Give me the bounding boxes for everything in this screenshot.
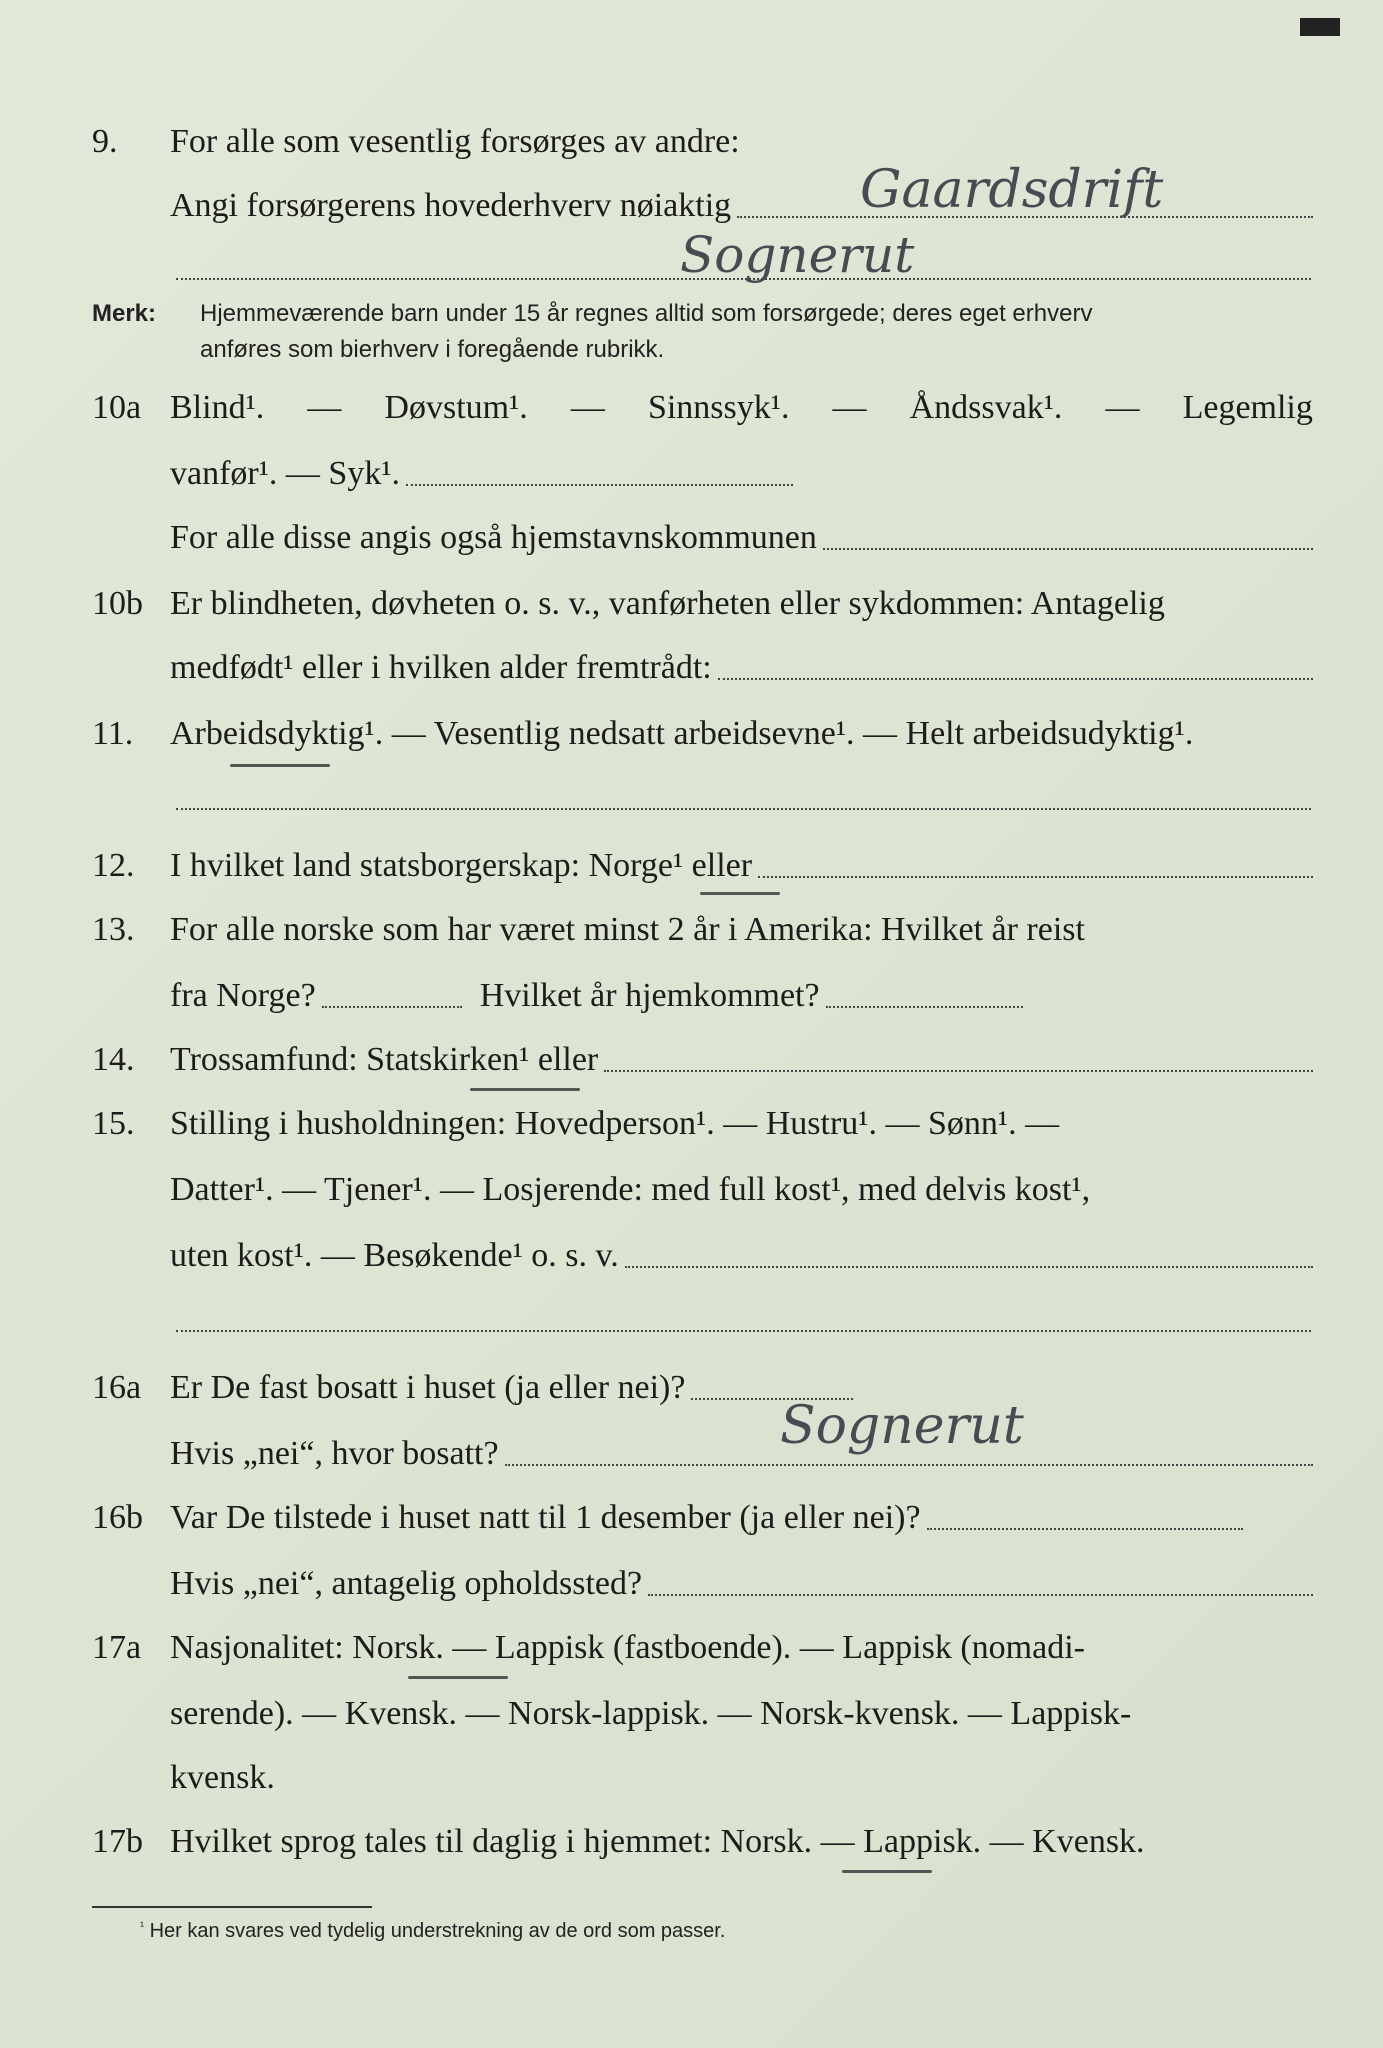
question-text: Nasjonalitet: Norsk. — Lappisk (fastboende). — Lappisk (nomadi- [170,1629,1085,1666]
question-text: For alle som vesentlig forsørges av andre: [170,123,740,160]
question-text: For alle disse angis også hjemstavnskommunen [170,519,817,556]
handwritten-underline [470,1088,580,1091]
question-text: Datter¹. — Tjener¹. — Losjerende: med full kost¹, med delvis kost¹, [170,1171,1091,1208]
footnote [140,1920,725,1943]
option-blind[interactable]: Blind¹. [170,389,265,426]
question-text: Hvilket sprog tales til daglig i hjemmet: Norsk. — Lappisk. — Kvensk. [170,1823,1145,1860]
question-number: 11. [92,715,134,752]
question-text: Stilling i husholdningen: Hovedperson¹. — Hustru¹. — Sønn¹. — [170,1105,1060,1142]
option-legemlig[interactable]: Legemlig [1182,389,1313,426]
answer-field[interactable] [758,876,1313,878]
handwritten-answer: Gaardsdrift [860,160,1164,220]
option-sinnssyk[interactable]: Sinnssyk¹. [647,389,790,426]
answer-rule [176,278,1311,280]
question-16a-line1 [0,1358,1383,1420]
question-number: 10b [92,585,143,622]
question-15-line1 [0,1094,1383,1156]
handwritten-underline [842,1870,932,1873]
handwritten-underline [408,1676,508,1679]
answer-field[interactable] [505,1464,1313,1466]
handwritten-underline [230,764,330,767]
question-10a-line2 [0,444,1383,506]
answer-field[interactable] [625,1266,1313,1268]
question-number: 17a [92,1629,142,1666]
question-text: vanfør¹. — Syk¹. [170,455,401,492]
answer-field[interactable] [718,678,1313,680]
question-16b-line2 [0,1554,1383,1616]
answer-field[interactable] [826,1006,1023,1008]
answer-field[interactable] [927,1528,1243,1530]
question-text: medfødt¹ eller i hvilken alder fremtrådt: [170,649,712,686]
question-17b-line1 [0,1812,1383,1874]
handwritten-answer: Sognerut [680,226,915,284]
option-dovstum[interactable]: Døvstum¹. [384,389,528,426]
note-line: anføres som bierhverv i foregående rubrikk. [200,336,665,363]
question-number: 14. [92,1041,135,1078]
question-number: 16b [92,1499,143,1536]
question-10a-line3 [0,508,1383,570]
question-17a-line2 [0,1684,1383,1746]
question-text: Var De tilstede i huset natt til 1 desember (ja eller nei)? [170,1499,921,1536]
question-number: 9. [92,123,118,160]
question-10b-line1 [0,574,1383,636]
footnote-mark: ¹ [140,1919,144,1933]
footnote-rule [92,1906,372,1908]
corner-mark [1300,18,1340,36]
question-12-line1 [0,836,1383,898]
question-15-line3 [0,1226,1383,1288]
question-9-line1 [0,112,1383,174]
question-text: fra Norge? [170,977,316,1014]
question-10a-line1: 10a Blind¹. — Døvstum¹. — Sinnssyk¹. — Åndssvak¹. — Legemlig [92,389,1313,426]
handwritten-underline [700,892,780,895]
question-text: Trossamfund: Statskirken¹ eller [170,1041,599,1078]
footnote-text: Her kan svares ved tydelig understrekning av de ord som passer. [149,1920,726,1942]
question-16a-line2 [0,1424,1383,1486]
question-number: 12. [92,847,135,884]
question-number: 15. [92,1105,135,1142]
option-andssvak[interactable]: Åndssvak¹. [909,389,1063,426]
question-number: 10a [92,389,142,426]
answer-field[interactable] [322,1006,462,1008]
question-text: Angi forsørgerens hovederhverv nøiaktig [170,187,732,224]
question-text: Arbeidsdyktig¹. — Vesentlig nedsatt arbeidsevne¹. — Helt arbeidsudyktig¹. [170,715,1194,752]
answer-field[interactable] [823,548,1313,550]
handwritten-answer: Sognerut [780,1396,1024,1456]
note-line: Hjemmeværende barn under 15 år regnes alltid som forsørgede; deres eget erhverv [200,300,1093,327]
answer-field[interactable] [406,484,793,486]
question-13-line2 [0,966,1383,1028]
question-number: 13. [92,911,135,948]
question-text: kvensk. [170,1759,275,1796]
note-label: Merk: [92,300,157,327]
question-text: Er De fast bosatt i huset (ja eller nei)? [170,1369,686,1406]
question-13-line1 [0,900,1383,962]
question-text: Hvis „nei“, hvor bosatt? [170,1435,499,1472]
answer-rule [176,1330,1311,1332]
question-17a-line1 [0,1618,1383,1680]
question-number: 16a [92,1369,142,1406]
answer-field[interactable] [604,1070,1313,1072]
question-17a-line3 [0,1748,1383,1810]
question-number: 17b [92,1823,143,1860]
question-text: uten kost¹. — Besøkende¹ o. s. v. [170,1237,619,1274]
answer-rule [176,808,1311,810]
question-text: I hvilket land statsborgerskap: Norge¹ eller [170,847,753,884]
answer-field[interactable] [648,1594,1313,1596]
note-block [92,296,1322,368]
question-16b-line1 [0,1488,1383,1550]
question-11-line1 [0,704,1383,766]
question-10b-line2 [0,638,1383,700]
question-text: Er blindheten, døvheten o. s. v., vanførheten eller sykdommen: Antagelig [170,585,1165,622]
question-text: For alle norske som har været minst 2 år i Amerika: Hvilket år reist [170,911,1085,948]
question-text: Hvis „nei“, antagelig opholdssted? [170,1565,643,1602]
question-text: Hvilket år hjemkommet? [479,977,820,1014]
question-14-line1 [0,1030,1383,1092]
question-15-line2 [0,1160,1383,1222]
question-text: serende). — Kvensk. — Norsk-lappisk. — Norsk-kvensk. — Lappisk- [170,1695,1132,1732]
